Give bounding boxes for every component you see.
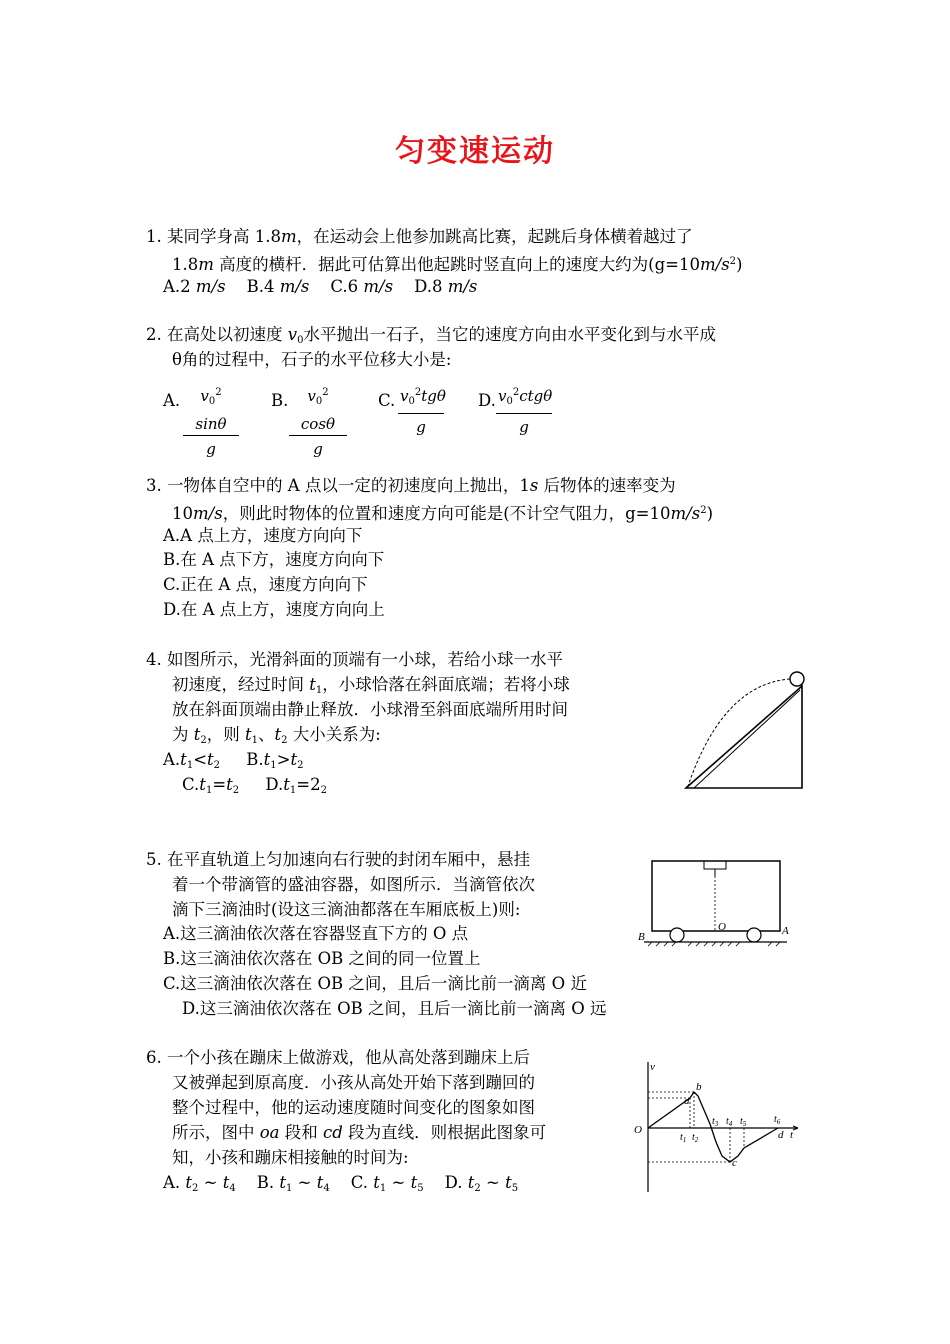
label-a: A [782, 925, 789, 937]
oil-container [704, 861, 726, 869]
t3-label: $t_3$ [712, 1116, 719, 1128]
q2-option-c-fraction: $v_0^2tg\theta$ g [398, 382, 444, 440]
q1-options [163, 275, 477, 299]
t6-label: $t_6$ [774, 1114, 781, 1126]
q1-option-a: A.2 m/s [163, 277, 226, 296]
q1-option-d: D.8 m/s [414, 277, 478, 296]
projectile-trajectory [688, 679, 790, 786]
q3-line1: 3. 一物体自空中的 A 点以一定的初速度向上抛出，1s 后物体的速率变为 [146, 476, 676, 495]
t4-label: $t_4$ [726, 1116, 733, 1128]
wheel-left [670, 928, 684, 942]
q1-option-b: B.4 m/s [246, 277, 310, 296]
q6-options [163, 1171, 518, 1201]
q2-option-d-fraction: $v_0^2ctg\theta$ g [496, 382, 552, 440]
q1-option-c: C.6 m/s [330, 277, 394, 296]
label-b: B [638, 931, 645, 943]
q6-option-d: D. $t_2$ ~ $t_5$ [444, 1173, 519, 1194]
q2-option-a-label: A. [163, 391, 181, 410]
q1-line1: 1. 某同学身高 1.8m，在运动会上他参加跳高比赛，起跳后身体横着越过了 [146, 227, 693, 246]
q3-option-d: D.在 A 点上方，速度方向向上 [163, 600, 385, 619]
velocity-curve [648, 1092, 778, 1162]
q4-options-cd [182, 773, 327, 803]
q4-line2: 初速度，经过时间 $t_1$，小球恰落在斜面底端；若将小球 [172, 675, 570, 696]
point-a-label: a [684, 1095, 690, 1107]
q6-option-a: A. $t_2$ ~ $t_4$ [163, 1173, 236, 1194]
q2-option-d-label: D. [478, 391, 496, 410]
q5-option-a: A.这三滴油依次落在容器竖直下方的 O 点 [163, 924, 469, 943]
ball-icon [790, 672, 804, 686]
v-label: v [650, 1061, 655, 1073]
q3-option-b: B.在 A 点下方，速度方向向下 [163, 550, 385, 569]
q5-option-b: B.这三滴油依次落在 OB 之间的同一位置上 [163, 949, 481, 968]
q5-option-d: D.这三滴油依次落在 OB 之间，且后一滴比前一滴离 O 远 [182, 999, 607, 1018]
carriage-box [652, 861, 780, 931]
t1-label: $t_1$ [680, 1132, 687, 1144]
q1-line2: 1.8m 高度的横杆．据此可估算出他起跳时竖直向上的速度大约为$(g=10m/s^2)$ [172, 255, 743, 274]
q2-line1: 2. 在高处以初速度 $v_0$水平抛出一石子，当它的速度方向由水平变化到与水平成 [146, 325, 716, 346]
origin-label: O [634, 1124, 642, 1136]
q3-option-a: A.A 点上方，速度方向向下 [163, 526, 363, 545]
incline-triangle [686, 686, 802, 788]
q6-line2: 又被弹起到原高度．小孩从高处开始下落到蹦回的 [172, 1073, 535, 1092]
point-c-label: c [732, 1157, 737, 1169]
q6-line3: 整个过程中，他的运动速度随时间变化的图象如图 [172, 1098, 535, 1117]
t2-label: $t_2$ [692, 1132, 699, 1144]
q6-line5: 知，小孩和蹦床相接触的时间为: [172, 1148, 409, 1167]
q5-line3: 滴下三滴油时(设这三滴油都落在车厢底板上)则: [172, 900, 521, 919]
incline-inner-line [694, 690, 800, 788]
q3-line2: 10m/s，则此时物体的位置和速度方向可能是(不计空气阻力，$g=10m/s^2$) [172, 504, 714, 523]
q6-option-c: C. $t_1$ ~ $t_5$ [350, 1173, 424, 1194]
t5-label: $t_5$ [740, 1116, 747, 1128]
q6-vt-graph [632, 1058, 804, 1194]
q4-option-d: $D.t_1=2_2$ [265, 775, 327, 796]
q2-option-b-fraction: $\frac{v_0^2 \cos\theta}{g}$ [289, 382, 347, 462]
q4-option-a: $A.t_1<t_2$ [163, 750, 221, 771]
q6-option-b: B. $t_1$ ~ $t_4$ [256, 1173, 330, 1194]
label-o: O [718, 921, 726, 933]
q4-incline-figure [678, 664, 808, 794]
t-axis-label: t [790, 1129, 794, 1141]
q5-option-c: C.这三滴油依次落在 OB 之间，且后一滴比前一滴离 O 近 [163, 974, 587, 993]
point-d-label: d [778, 1129, 784, 1141]
q4-option-b: $B.t_1>t_2$ [246, 750, 304, 771]
q2-option-c-label: C. [378, 391, 396, 410]
q2-line2: θ角的过程中，石子的水平位移大小是: [172, 350, 452, 369]
q4-line1: 4. 如图所示，光滑斜面的顶端有一小球，若给小球一水平 [146, 650, 563, 669]
wheel-right [747, 928, 761, 942]
q4-line4: 为 $t_2$，则 $t_1$、$t_2$ 大小关系为: [172, 725, 381, 746]
q5-line2: 着一个带滴管的盛油容器，如图所示．当滴管依次 [172, 875, 535, 894]
q6-line1: 6. 一个小孩在蹦床上做游戏，他从高处落到蹦床上后 [146, 1048, 530, 1067]
q3-option-c: C.正在 A 点，速度方向向下 [163, 575, 368, 594]
point-b-label: b [696, 1081, 702, 1093]
q2-option-b-label: B. [271, 391, 289, 410]
q5-carriage-figure [632, 856, 802, 946]
q6-line4: 所示，图中 oa 段和 cd 段为直线．则根据此图象可 [172, 1123, 547, 1142]
page-title: 匀变速运动 [395, 134, 555, 169]
q4-option-c: $C.t_1=t_2$ [182, 775, 240, 796]
q2-option-a-fraction: $\frac{v_0^2 \sin\theta}{g}$ [183, 382, 239, 462]
q5-line1: 5. 在平直轨道上匀加速向右行驶的封闭车厢中，悬挂 [146, 850, 530, 869]
q4-line3: 放在斜面顶端由静止释放．小球滑至斜面底端所用时间 [172, 700, 568, 719]
